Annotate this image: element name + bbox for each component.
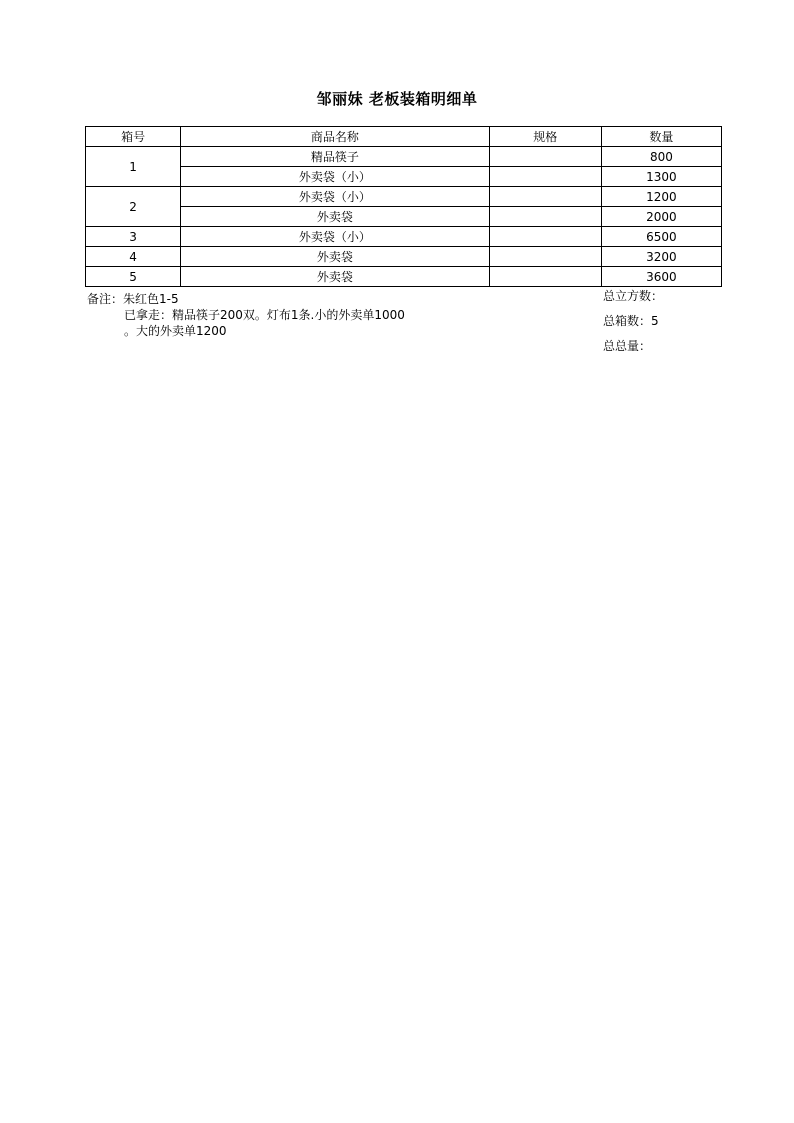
table-row	[86, 167, 722, 187]
remarks-line: 已拿走：精品筷子200双。灯布1条.小的外卖单1000	[124, 308, 405, 322]
spec-cell	[489, 247, 601, 267]
product-name-cell: 外卖袋	[181, 267, 489, 287]
product-name-cell: 精品筷子	[181, 147, 489, 167]
product-name-cell: 外卖袋（小）	[181, 167, 489, 187]
spec-cell	[489, 187, 601, 207]
table-row	[86, 187, 722, 207]
total-quantity	[603, 339, 663, 364]
remarks-line: 。大的外卖单1200	[124, 324, 227, 338]
table-row	[86, 267, 722, 287]
product-name-cell: 外卖袋（小）	[181, 227, 489, 247]
product-name-cell: 外卖袋（小）	[181, 187, 489, 207]
product-name-cell: 外卖袋	[181, 207, 489, 227]
quantity-cell: 800	[601, 147, 721, 167]
box-no-cell: 1	[86, 147, 181, 187]
box-no-cell: 4	[86, 247, 181, 267]
table-row	[86, 147, 722, 167]
quantity-cell: 6500	[601, 227, 721, 247]
spec-cell	[489, 227, 601, 247]
summary-block	[603, 289, 663, 364]
quantity-cell: 2000	[601, 207, 721, 227]
total-boxes-label: 总箱数：	[603, 314, 652, 328]
page-title: 邹丽妹 老板装箱明细单	[316, 90, 478, 108]
box-no-cell: 2	[86, 187, 181, 227]
box-no-cell: 5	[86, 267, 181, 287]
spec-cell	[489, 147, 601, 167]
product-name-cell: 外卖袋	[181, 247, 489, 267]
header-box-no: 箱号	[86, 127, 181, 147]
total-boxes	[603, 314, 663, 339]
total-boxes-value: 5	[651, 314, 659, 328]
header-quantity: 数量	[601, 127, 721, 147]
table-row	[86, 247, 722, 267]
spec-cell	[489, 207, 601, 227]
spec-cell	[489, 167, 601, 187]
header-spec: 规格	[489, 127, 601, 147]
table-row	[86, 207, 722, 227]
header-product-name: 商品名称	[181, 127, 489, 147]
spec-cell	[489, 267, 601, 287]
total-quantity-label: 总总量：	[603, 339, 652, 353]
quantity-cell: 3600	[601, 267, 721, 287]
box-no-cell: 3	[86, 227, 181, 247]
remarks-line: 备注：朱红色1-5	[87, 292, 179, 306]
quantity-cell: 1200	[601, 187, 721, 207]
total-volume-label: 总立方数：	[603, 289, 664, 303]
quantity-cell: 3200	[601, 247, 721, 267]
packing-list-table	[85, 126, 722, 287]
table-header-row	[86, 127, 722, 147]
table-row	[86, 227, 722, 247]
total-volume	[603, 289, 663, 314]
remarks-block	[87, 291, 405, 339]
quantity-cell: 1300	[601, 167, 721, 187]
